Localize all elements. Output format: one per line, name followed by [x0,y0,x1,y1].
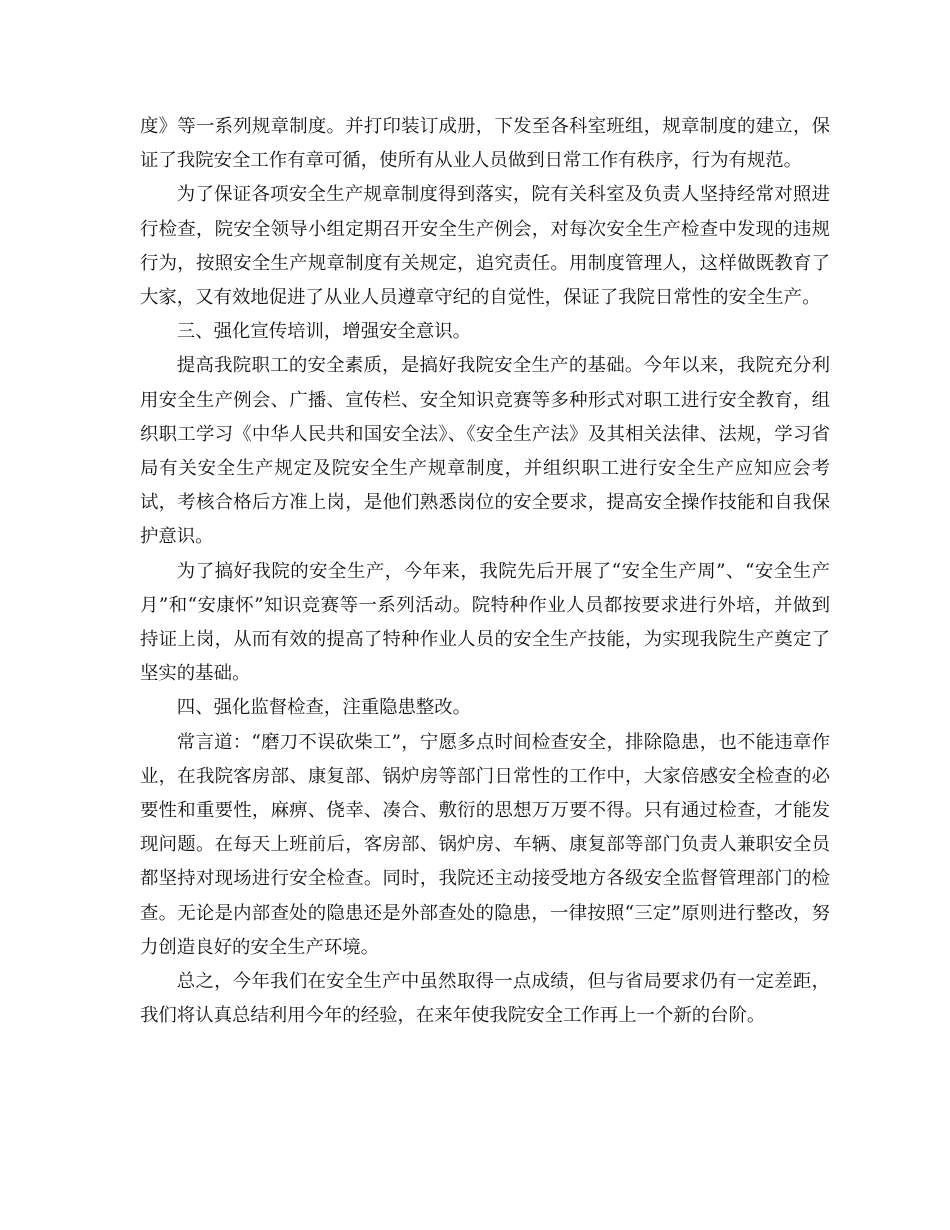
paragraph-safety-education: 提高我院职工的安全素质，是搞好我院安全生产的基础。今年以来，我院充分利用安全生产例会、广播、宣传栏、安全知识竞赛等多种形式对职工进行安全教育，组织职工学习《中华人民共和国安全法》、《安全生产法》及其相关法律、法规，学习省局有关安全生产规定及院安全生产规章制度，并组织职工进行安全生产应知应会考试，考核合格后方准上岗，是他们熟悉岗位的安全要求，提高安全操作技能和自我保护意识。 [140,355,830,548]
section-heading-training: 三、强化宣传培训，增强安全意识。 [176,321,472,343]
paragraph-safety-activities: 为了搞好我院的安全生产，今年来，我院先后开展了“安全生产周”、“安全生产月”和“安康怀”知识竞赛等一系列活动。院特种作业人员都按要求进行外培，并做到持证上岗，从而有效的提高了特种作业人员的安全生产技能，为实现我院生产奠定了坚实的基础。 [140,560,830,685]
section-heading-inspection: 四、强化监督检查，注重隐患整改。 [176,697,472,719]
paragraph-regulations-summary: 度》等一系列规章制度。并打印装订成册，下发至各科室班组，规章制度的建立，保证了我院安全工作有章可循，使所有从业人员做到日常工作有秩序，行为有规范。 [140,116,830,172]
paragraph-inspection-details: 常言道：“磨刀不误砍柴工”，宁愿多点时间检查安全，排除隐患，也不能违章作业，在我院客房部、康复部、锅炉房等部门日常性的工作中，大家倍感安全检查的必要性和重要性，麻痹、侥幸、凑合、敷衍的思想万万要不得。只有通过检查，才能发现问题。在每天上班前后，客房部、锅炉房、车辆、康复部等部门负责人兼职安全员都坚持对现场进行安全检查。同时，我院还主动接受地方各级安全监督管理部门的检查。无论是内部查处的隐患还是外部查处的隐患，一律按照“三定”原则进行整改，努力创造良好的安全生产环境。 [140,731,830,958]
paragraph-rule-enforcement: 为了保证各项安全生产规章制度得到落实，院有关科室及负责人坚持经常对照进行检查，院安全领导小组定期召开安全生产例会，对每次安全生产检查中发现的违规行为，按照安全生产规章制度有关规定，追究责任。用制度管理人，这样做既教育了大家，又有效地促进了从业人员遵章守纪的自觉性，保证了我院日常性的安全生产。 [140,184,830,309]
document-body [140,110,830,1033]
paragraph-conclusion: 总之，今年我们在安全生产中虽然取得一点成绩，但与省局要求仍有一定差距，我们将认真总结利用今年的经验，在来年使我院安全工作再上一个新的台阶。 [140,971,830,1027]
